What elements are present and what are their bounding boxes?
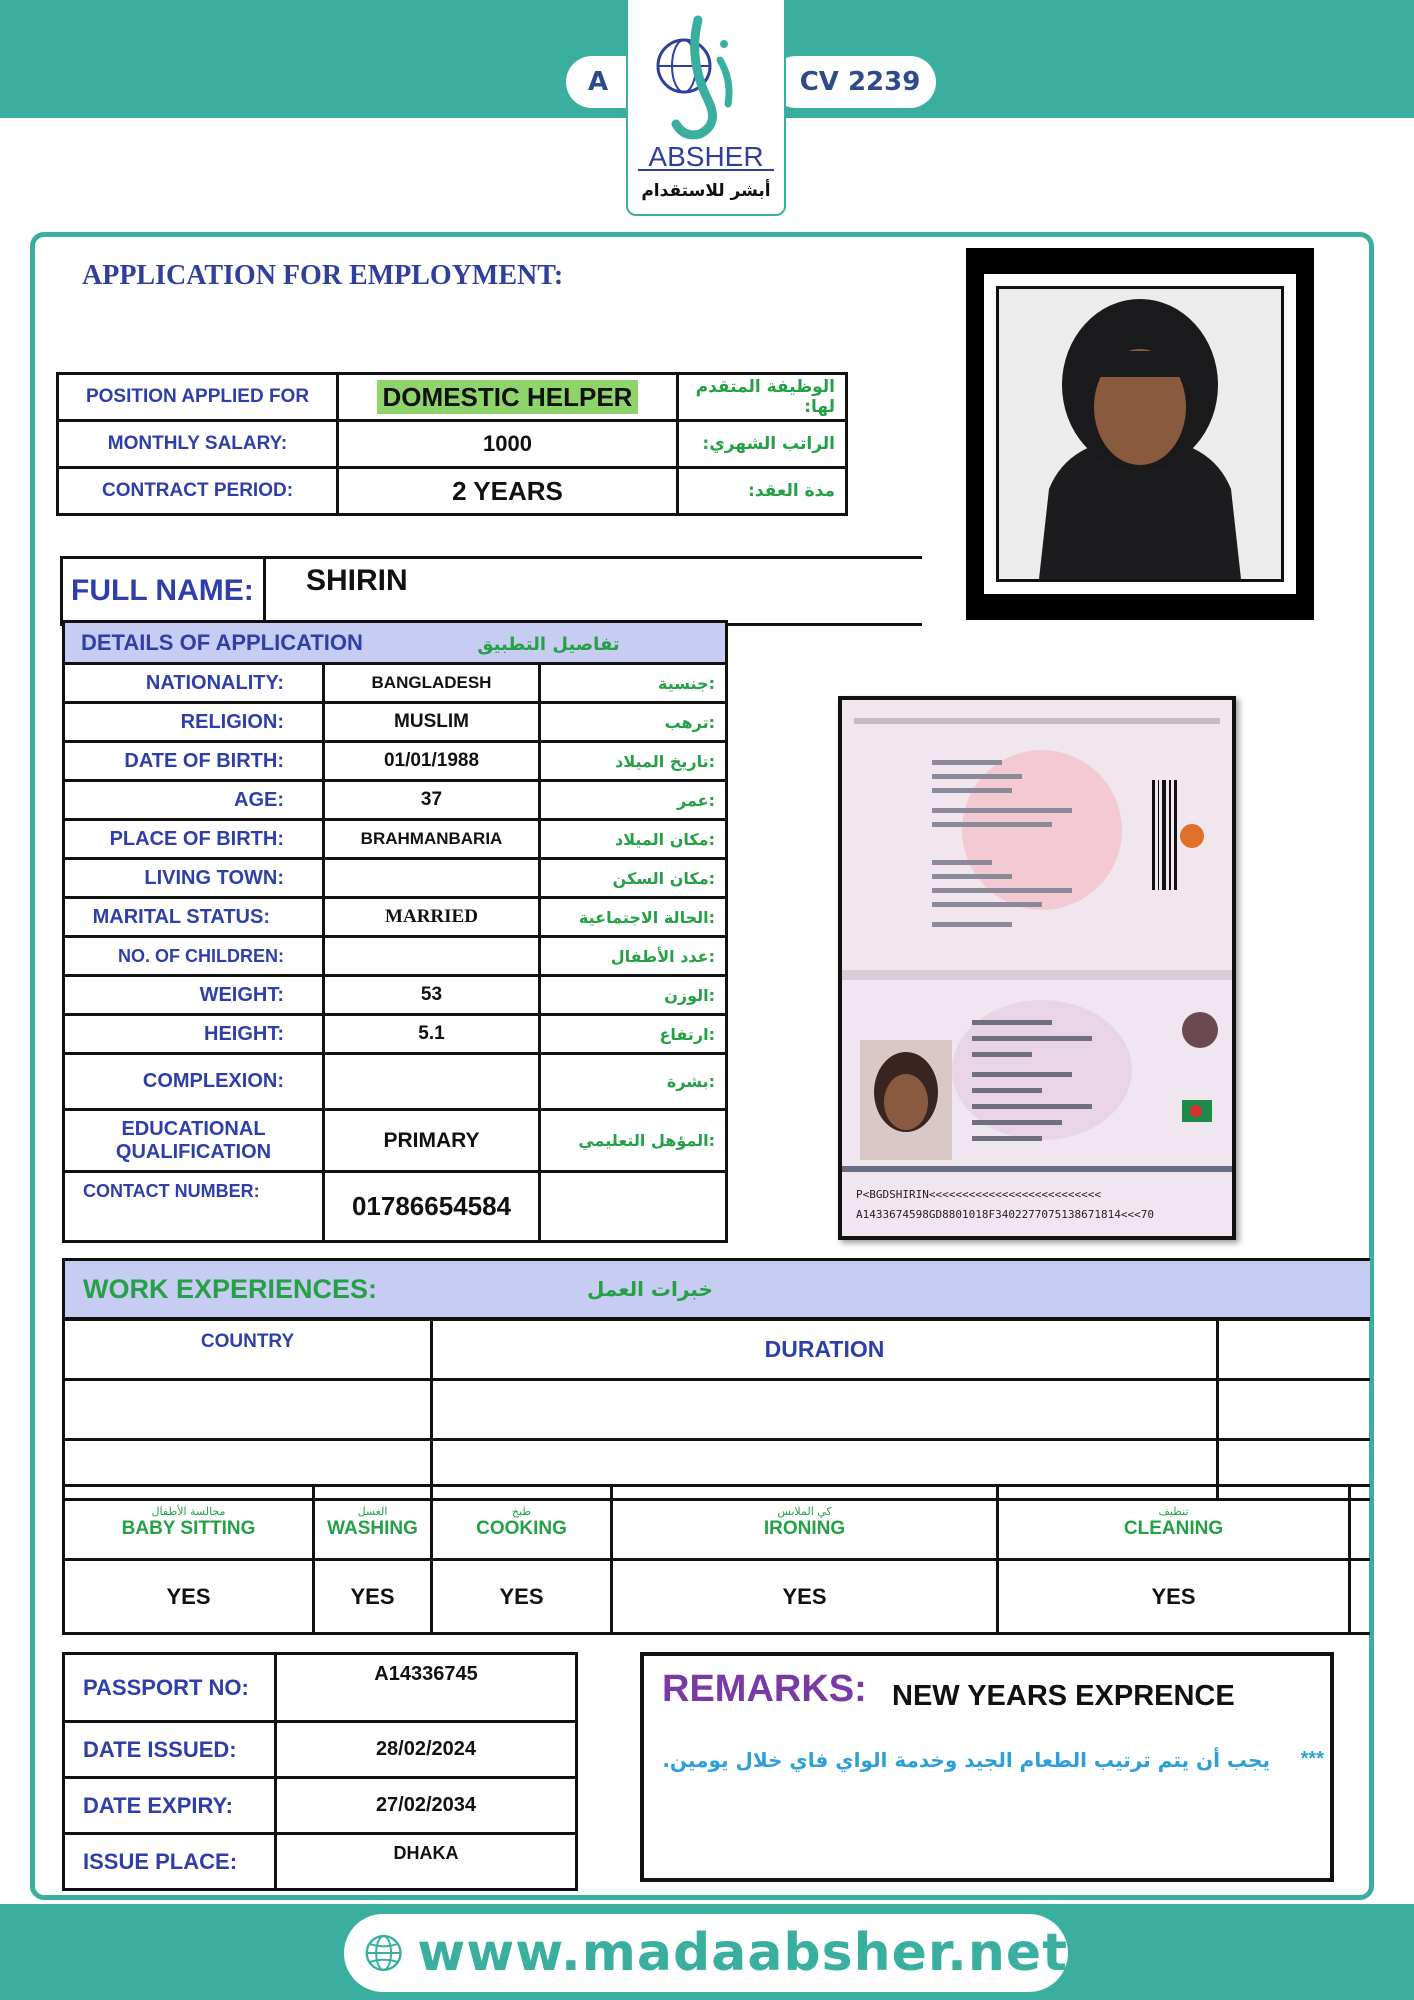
passport-scan-graphic (842, 700, 1232, 1236)
skill-value: YES (612, 1560, 998, 1634)
country-header: COUNTRY (64, 1320, 432, 1380)
religion-label: RELIGION: (64, 703, 324, 742)
full-name-row (60, 556, 922, 626)
issue-place-label: ISSUE PLACE: (64, 1834, 276, 1890)
position-value-cell (338, 374, 678, 421)
place-of-birth-arabic: مكان الميلاد: (540, 820, 727, 859)
table-row (58, 468, 847, 515)
table-row (64, 976, 727, 1015)
marital-status-arabic: الحالة الاجتماعية: (540, 898, 727, 937)
skill-label: COOKING (476, 1518, 567, 1539)
skills-value-row (64, 1560, 1371, 1634)
table-cell (1218, 1320, 1371, 1380)
remarks-label: REMARKS: (662, 1668, 867, 1710)
absher-logo (626, 0, 786, 216)
children-value (324, 937, 540, 976)
skill-ironing (612, 1486, 998, 1560)
position-arabic: الوظيفة المتقدم لها: (678, 374, 847, 421)
skill-value: YES (432, 1560, 612, 1634)
religion-arabic: ترهب: (540, 703, 727, 742)
date-issued-label: DATE ISSUED: (64, 1722, 276, 1778)
remarks-stars: *** (1300, 1748, 1324, 1770)
position-label: POSITION APPLIED FOR (58, 374, 338, 421)
website-pill[interactable] (344, 1914, 1068, 1992)
skill-arabic: طبخ (511, 1505, 532, 1518)
work-experiences-header (62, 1258, 1370, 1320)
passport-table (62, 1652, 578, 1891)
contract-arabic: مدة العقد: (678, 468, 847, 515)
details-header-row (64, 622, 727, 664)
education-arabic: المؤهل التعليمي: (540, 1110, 727, 1172)
table-cell (432, 1380, 1218, 1440)
table-row (64, 859, 727, 898)
mrz-line-1: P<BGDSHIRIN<<<<<<<<<<<<<<<<<<<<<<<<<< (856, 1188, 1102, 1201)
skill-label: WASHING (327, 1518, 418, 1539)
applicant-photo (996, 286, 1284, 582)
issue-place-value: DHAKA (276, 1834, 577, 1890)
skills-table (62, 1484, 1370, 1635)
living-town-label: LIVING TOWN: (64, 859, 324, 898)
cv-code: CV 2239 (799, 67, 921, 97)
education-label: EDUCATIONAL QUALIFICATION (64, 1110, 324, 1172)
logo-graphic (628, 0, 784, 214)
table-row (64, 1054, 727, 1110)
details-header (64, 622, 727, 664)
website-link[interactable]: www.madaabsher.net (417, 1923, 1068, 1983)
table-row (64, 1380, 1371, 1440)
passport-no-value: A14336745 (276, 1654, 577, 1722)
table-row (64, 664, 727, 703)
table-row (64, 937, 727, 976)
skill-arabic: تنظيف (1158, 1505, 1189, 1518)
details-table (62, 620, 728, 1243)
position-table (56, 372, 848, 516)
salary-value: 1000 (338, 421, 678, 468)
table-cell (1218, 1380, 1371, 1440)
mrz-line-2: A1433674598GD8801018F3402277075138671814<<<70 (856, 1208, 1155, 1221)
age-arabic: عمر: (540, 781, 727, 820)
skill-washing (314, 1486, 432, 1560)
table-row (64, 1110, 727, 1172)
contact-arabic (540, 1172, 727, 1242)
date-expiry-label: DATE EXPIRY: (64, 1778, 276, 1834)
position-value: DOMESTIC HELPER (377, 380, 639, 414)
table-row (64, 742, 727, 781)
table-row (58, 374, 847, 421)
date-expiry-value: 27/02/2034 (276, 1778, 577, 1834)
contract-label: CONTRACT PERIOD: (58, 468, 338, 515)
marital-status-value: MARRIED (324, 898, 540, 937)
height-label: HEIGHT: (64, 1015, 324, 1054)
duration-header: DURATION (432, 1320, 1218, 1380)
salary-label: MONTHLY SALARY: (58, 421, 338, 468)
table-cell (1350, 1560, 1371, 1634)
left-code: A (588, 67, 609, 97)
skill-value: YES (314, 1560, 432, 1634)
photo-placeholder (999, 289, 1281, 579)
dob-label: DATE OF BIRTH: (64, 742, 324, 781)
weight-arabic: الوزن: (540, 976, 727, 1015)
contract-value: 2 YEARS (338, 468, 678, 515)
full-name-value: SHIRIN (306, 564, 408, 597)
contact-label: CONTACT NUMBER: (64, 1172, 324, 1242)
table-row (64, 1834, 577, 1890)
table-row (64, 781, 727, 820)
table-cell (1350, 1486, 1371, 1560)
skill-arabic: الغسل (357, 1505, 388, 1518)
remarks-note: يجب أن يتم ترتيب الطعام الجيد وخدمة الواي فاي خلال يومين. (662, 1748, 1270, 1772)
weight-value: 53 (324, 976, 540, 1015)
divider (266, 556, 922, 559)
skill-cooking (432, 1486, 612, 1560)
complexion-label: COMPLEXION: (64, 1054, 324, 1110)
skill-cleaning (998, 1486, 1350, 1560)
table-row (64, 1015, 727, 1054)
complexion-arabic: بشرة: (540, 1054, 727, 1110)
cv-code-pill (770, 56, 936, 108)
place-of-birth-label: PLACE OF BIRTH: (64, 820, 324, 859)
nationality-value: BANGLADESH (324, 664, 540, 703)
salary-arabic: الراتب الشهري: (678, 421, 847, 468)
marital-status-label: MARITAL STATUS: (64, 898, 324, 937)
height-arabic: ارتفاع: (540, 1015, 727, 1054)
table-row (58, 421, 847, 468)
work-title: WORK EXPERIENCES: (83, 1273, 378, 1304)
date-issued-value: 28/02/2024 (276, 1722, 577, 1778)
education-value: PRIMARY (324, 1110, 540, 1172)
details-title: DETAILS OF APPLICATION (81, 629, 363, 655)
children-arabic: عدد الأطفال: (540, 937, 727, 976)
contact-value: 01786654584 (324, 1172, 540, 1242)
logo-arabic: أبشر للاستقدام (641, 181, 771, 201)
age-value: 37 (324, 781, 540, 820)
skill-value: YES (64, 1560, 314, 1634)
skill-arabic: كي الملابس (777, 1505, 832, 1518)
logo-text: ABSHER (648, 141, 764, 172)
dob-arabic: تاريخ الميلاد: (540, 742, 727, 781)
passport-no-label: PASSPORT NO: (64, 1654, 276, 1722)
skill-label: BABY SITTING (121, 1518, 256, 1539)
remarks-box (640, 1652, 1334, 1882)
table-row (64, 703, 727, 742)
skill-value: YES (998, 1560, 1350, 1634)
age-label: AGE: (64, 781, 324, 820)
place-of-birth-value: BRAHMANBARIA (324, 820, 540, 859)
weight-label: WEIGHT: (64, 976, 324, 1015)
table-row (64, 1172, 727, 1242)
nationality-arabic: جنسية: (540, 664, 727, 703)
skill-arabic: مجالسة الأطفال (151, 1505, 226, 1518)
table-row (64, 1722, 577, 1778)
full-name-label: FULL NAME: (60, 556, 266, 626)
children-label: NO. OF CHILDREN: (64, 937, 324, 976)
passport-scan (838, 696, 1236, 1240)
skill-baby-sitting (64, 1486, 314, 1560)
skill-label: IRONING (763, 1518, 846, 1539)
skill-label: CLEANING (1123, 1518, 1224, 1539)
table-row (64, 1654, 577, 1722)
dob-value: 01/01/1988 (324, 742, 540, 781)
table-row (64, 898, 727, 937)
living-town-value (324, 859, 540, 898)
work-title-arabic: خبرات العمل (587, 1277, 713, 1301)
photo-mat (984, 274, 1296, 594)
details-title-arabic: تفاصيل التطبيق (477, 633, 620, 655)
table-row (64, 820, 727, 859)
globe-icon (364, 1924, 403, 1982)
living-town-arabic: مكان السكن: (540, 859, 727, 898)
nationality-label: NATIONALITY: (64, 664, 324, 703)
table-cell (64, 1380, 432, 1440)
skills-header-row (64, 1486, 1371, 1560)
applicant-photo-frame (966, 248, 1314, 620)
remarks-value: NEW YEARS EXPRENCE (892, 1680, 1235, 1712)
form-title: APPLICATION FOR EMPLOYMENT: (82, 260, 564, 291)
complexion-value (324, 1054, 540, 1110)
height-value: 5.1 (324, 1015, 540, 1054)
table-row (64, 1778, 577, 1834)
work-experience-table (62, 1318, 1370, 1501)
table-row (64, 1320, 1371, 1380)
religion-value: MUSLIM (324, 703, 540, 742)
